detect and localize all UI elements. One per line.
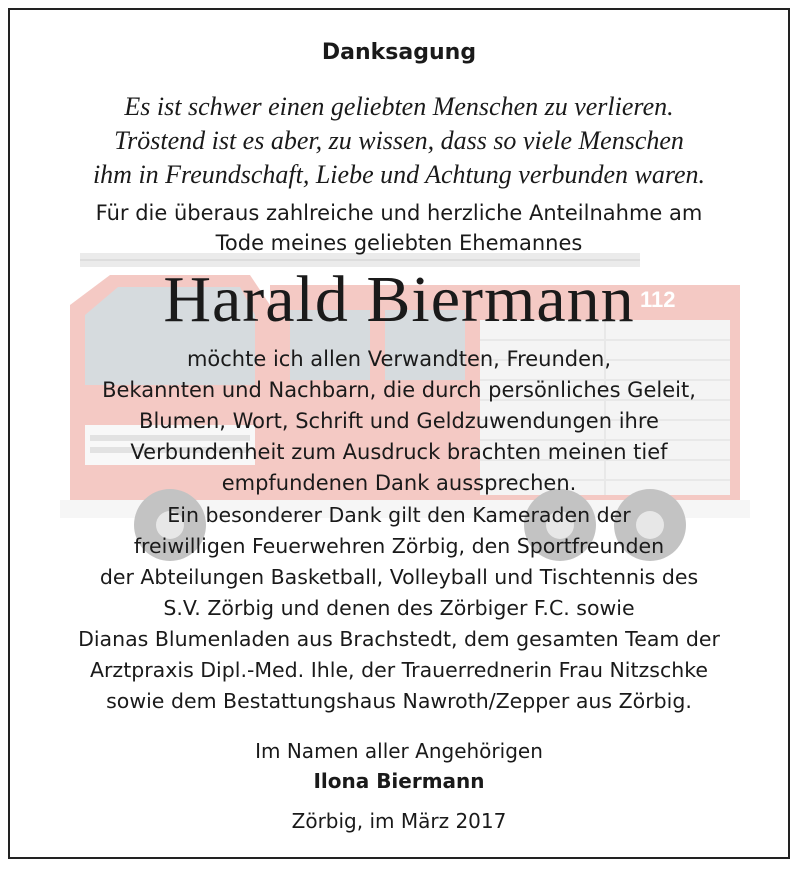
special-thanks-line: freiwilligen Feuerwehren Zörbig, den Sportfreunden bbox=[133, 534, 665, 558]
motto-line: Es ist schwer einen geliebten Menschen zu verlieren. bbox=[124, 92, 674, 121]
truck-lettering: 112 bbox=[640, 287, 676, 312]
signer-name: Ilona Biermann bbox=[313, 769, 485, 793]
obituary-notice bbox=[8, 8, 790, 859]
special-thanks-line: Dianas Blumenladen aus Brachstedt, dem gesamten Team der bbox=[78, 627, 720, 651]
intro-line: Für die überaus zahlreiche und herzliche Anteilnahme am bbox=[95, 201, 703, 225]
special-thanks-line: Arztpraxis Dipl.-Med. Ihle, der Trauerrednerin Frau Nitzschke bbox=[89, 658, 708, 682]
motto-line: Tröstend ist es aber, zu wissen, dass so viele Menschen bbox=[114, 126, 684, 155]
motto-quote bbox=[10, 90, 788, 192]
thanks-line: empfundenen Dank aussprechen. bbox=[221, 471, 577, 495]
intro-line: Tode meines geliebten Ehemannes bbox=[215, 231, 583, 255]
special-thanks-line: der Abteilungen Basketball, Volleyball und Tischtennis des bbox=[99, 565, 699, 589]
thanks-paragraph bbox=[10, 344, 788, 499]
special-thanks-line: sowie dem Bestattungshaus Nawroth/Zepper aus Zörbig. bbox=[106, 689, 692, 713]
on-behalf-line: Im Namen aller Angehörigen bbox=[255, 739, 543, 763]
thanks-line: Blumen, Wort, Schrift und Geldzuwendungen ihre bbox=[139, 409, 659, 433]
place-date: Zörbig, im März 2017 bbox=[291, 809, 507, 833]
thanks-line: Bekannten und Nachbarn, die durch persönliches Geleit, bbox=[102, 378, 696, 402]
motto-line: ihm in Freundschaft, Liebe und Achtung verbunden waren. bbox=[92, 160, 706, 189]
heading-danksagung: Danksagung bbox=[321, 40, 477, 65]
deceased-name: Harald Biermann bbox=[163, 263, 635, 336]
special-thanks-line: S.V. Zörbig und denen des Zörbiger F.C. sowie bbox=[163, 596, 635, 620]
closing-block bbox=[10, 736, 788, 836]
special-thanks-paragraph bbox=[10, 500, 788, 717]
special-thanks-line: Ein besonderer Dank gilt den Kameraden der bbox=[167, 503, 631, 527]
intro-paragraph bbox=[10, 198, 788, 258]
thanks-line: Verbundenheit zum Ausdruck brachten meinen tief bbox=[130, 440, 668, 464]
thanks-line: möchte ich allen Verwandten, Freunden, bbox=[186, 347, 612, 371]
